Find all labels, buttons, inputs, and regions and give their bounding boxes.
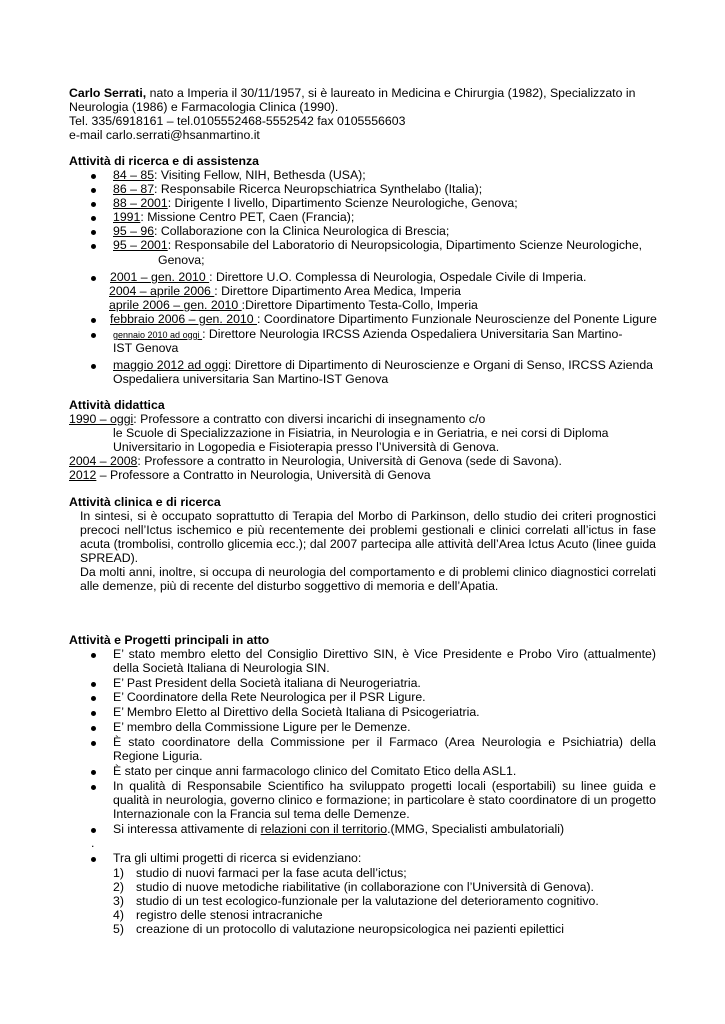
ricerca-item <box>113 168 366 182</box>
ricerca-item-cont: Ospedaliera universitaria San Martino-IST Genova <box>113 372 389 386</box>
ricerca-item <box>109 284 461 298</box>
clinica-line: Da molti anni, inoltre, si occupa di neurologia del comportamento e di problemi clinico diagnostici correlati <box>80 565 656 579</box>
bullet-icon <box>91 711 96 716</box>
item-date: 95 – 96 <box>113 224 155 238</box>
ricerca-item <box>109 298 478 312</box>
ricerca-item <box>110 270 586 284</box>
item-number: 2) <box>113 880 124 894</box>
progetti-item-cont: Regione Liguria. <box>113 749 203 763</box>
section-title-didattica: Attività didattica <box>69 398 165 412</box>
contacts-line: Tel. 335/6918161 – tel.0105552468-5552542 fax 0105556603 <box>69 114 406 128</box>
item-text: : Direttore Dipartimento Area Medica, Imperia <box>214 284 462 298</box>
progetti-item: In qualità di Responsabile Scientifico ha sviluppato progetti locali (esportabili) su linee guida e <box>113 779 656 793</box>
section-title-progetti: Attività e Progetti principali in atto <box>69 633 270 647</box>
bullet-icon <box>91 216 96 221</box>
bullet-icon <box>91 276 96 281</box>
progetti-item: È stato per cinque anni farmacologo clinico del Comitato Etico della ASL1. <box>113 764 517 778</box>
item-text: : Collaborazione con la Clinica Neurologica di Brescia; <box>154 224 450 238</box>
item-text: studio di un test ecologico-funzionale per la valutazione del deterioramento cognitivo. <box>136 894 599 908</box>
intro-text: nato a Imperia il 30/11/1957, si è laureato in Medicina e Chirurgia (1982), Specializzato in <box>146 86 636 100</box>
item-number: 1) <box>113 866 124 880</box>
item-date: maggio 2012 ad oggi <box>113 358 228 372</box>
item-date: 2001 – gen. 2010 <box>110 270 210 284</box>
didattica-line <box>69 454 562 468</box>
item-text: : Direttore di Dipartimento di Neuroscienze e Organi di Senso, IRCSS Azienda <box>227 358 654 372</box>
ricerca-item <box>113 210 354 224</box>
numbered-item <box>113 922 564 936</box>
bullet-icon <box>91 653 96 658</box>
didattica-line: Universitario in Logopedia e Fisioterapia presso l’Università di Genova. <box>113 440 500 454</box>
author-name: Carlo Serrati, <box>69 86 147 100</box>
progetti-item: E’ Membro Eletto al Direttivo della Società Italiana di Psicogeriatria. <box>113 705 480 719</box>
ricerca-item-cont: Genova; <box>158 253 205 267</box>
item-date: febbraio 2006 – gen. 2010 <box>110 312 258 326</box>
bullet-icon <box>91 828 96 833</box>
stray-dot: . <box>91 836 95 850</box>
section-title-clinica: Attività clinica e di ricerca <box>69 495 221 509</box>
item-underlined: relazioni con il territorio <box>260 822 388 836</box>
item-number: 3) <box>113 894 124 908</box>
item-number: 5) <box>113 922 124 936</box>
item-text: : Responsabile del Laboratorio di Neuropsicologia, Dipartimento Scienze Neurologiche, <box>167 238 643 252</box>
progetti-item: È stato coordinatore della Commissione per il Farmaco (Area Neurologia e Psichiatria) della <box>113 735 656 749</box>
ricerca-item <box>113 327 622 342</box>
item-text: studio di nuovi farmaci per la fase acuta dell’ictus; <box>136 866 407 880</box>
didattica-line <box>69 468 431 482</box>
bullet-icon <box>91 741 96 746</box>
item-text: : Responsabile Ricerca Neuropschiatrica Synthelabo (Italia); <box>154 182 483 196</box>
progetti-item: Tra gli ultimi progetti di ricerca si evidenziano: <box>113 851 362 865</box>
progetti-item-cont: qualità in neurologia, governo clinico e formazione; in particolare è stato coordinatore di un progetto <box>113 793 656 807</box>
progetti-item-cont: Internazionale con la Francia sul tema delle Demenze. <box>113 807 410 821</box>
progetti-item: E’ membro della Commissione Ligure per le Demenze. <box>113 720 411 734</box>
bullet-icon <box>91 318 96 323</box>
numbered-item <box>113 866 407 880</box>
section-title-ricerca: Attività di ricerca e di assistenza <box>69 154 260 168</box>
item-date: 1991 <box>113 210 141 224</box>
numbered-item <box>113 894 599 908</box>
clinica-line: acuta (trombolisi, controllo glicemia ecc.); dal 2007 partecipa alle attività dell’Area Ictus Acuto (linee guida <box>80 537 656 551</box>
item-text: registro delle stenosi intracraniche <box>136 908 323 922</box>
clinica-line: precoci nell’Ictus ischemico e più recentemente dei problemi gestionali e clinici correlati all’ictus in fase <box>80 523 656 537</box>
item-text: : Visiting Fellow, NIH, Bethesda (USA); <box>154 168 366 182</box>
ricerca-item <box>110 312 657 326</box>
numbered-item <box>113 908 323 922</box>
ricerca-item <box>113 224 449 238</box>
bullet-icon <box>91 364 96 369</box>
numbered-item <box>113 880 594 894</box>
item-text: : Direttore Neurologia IRCSS Azienda Ospedaliera Universitaria San Martino- <box>202 327 623 341</box>
bullet-icon <box>91 682 96 687</box>
bullet-icon <box>91 244 96 249</box>
item-text: : Coordinatore Dipartimento Funzionale Neuroscienze del Ponente Ligure <box>257 312 657 326</box>
item-date: 2004 – aprile 2006 <box>109 284 215 298</box>
item-date: gennaio 2010 ad oggi <box>113 330 203 340</box>
bullet-icon <box>91 726 96 731</box>
clinica-line: In sintesi, si è occupato soprattutto di Terapia del Morbo di Parkinson, dello studio dei criteri prognostici <box>80 509 656 523</box>
bullet-icon <box>91 333 96 338</box>
item-date: 95 – 2001 <box>113 238 168 252</box>
bullet-icon <box>91 174 96 179</box>
item-date: 2004 – 2008 <box>69 454 138 468</box>
item-text: : Missione Centro PET, Caen (Francia); <box>140 210 355 224</box>
item-text: : Direttore U.O. Complessa di Neurologia, Ospedale Civile di Imperia. <box>209 270 587 284</box>
didattica-line <box>69 412 485 426</box>
item-text: : Dirigente I livello, Dipartimento Scienze Neurologiche, Genova; <box>167 196 518 210</box>
item-date: 84 – 85 <box>113 168 155 182</box>
bullet-icon <box>91 857 96 862</box>
bullet-icon <box>91 785 96 790</box>
bullet-icon <box>91 230 96 235</box>
item-text: – Professore a Contratto in Neurologia, Università di Genova <box>96 468 431 482</box>
bullet-icon <box>91 188 96 193</box>
item-text: creazione di un protocollo di valutazione neuropsicologica nei pazienti epilettici <box>136 922 564 936</box>
ricerca-item-cont: IST Genova <box>113 341 179 355</box>
item-date: 86 – 87 <box>113 182 155 196</box>
item-date: aprile 2006 – gen. 2010 <box>109 298 242 312</box>
item-text: studio di nuove metodiche riabilitative (in collaborazione con l’Università di Genova). <box>136 880 594 894</box>
item-number: 4) <box>113 908 124 922</box>
email-line: e-mail carlo.serrati@hsanmartino.it <box>69 128 260 142</box>
clinica-line: alle demenze, più di recente del disturbo soggettivo di memoria e dell’Apatia. <box>80 579 499 593</box>
progetti-item: E’ Past President della Società italiana di Neurogeriatria. <box>113 676 421 690</box>
bullet-icon <box>91 770 96 775</box>
item-text: Si interessa attivamente di <box>113 822 261 836</box>
progetti-item: E’ stato membro eletto del Consiglio Direttivo SIN, è Vice Presidente e Probo Viro (attualmente) <box>113 647 656 661</box>
ricerca-item <box>113 358 653 372</box>
progetti-item <box>113 822 564 836</box>
item-text: .(MMG, Specialisti ambulatoriali) <box>387 822 565 836</box>
bullet-icon <box>91 696 96 701</box>
item-date: 2012 <box>69 468 97 482</box>
progetti-item-cont: della Società Italiana di Neurologia SIN. <box>113 661 330 675</box>
intro-line-1 <box>69 86 635 100</box>
clinica-line: SPREAD). <box>80 551 139 565</box>
item-date: 88 – 2001 <box>113 196 168 210</box>
ricerca-item <box>113 196 518 210</box>
progetti-item: E’ Coordinatore della Rete Neurologica per il PSR Ligure. <box>113 690 426 704</box>
item-text: : Professore a contratto in Neurologia, Università di Genova (sede di Savona). <box>137 454 562 468</box>
didattica-line: le Scuole di Specializzazione in Fisiatria, in Neurologia e in Geriatria, e nei corsi di Diploma <box>113 426 609 440</box>
item-text: :Direttore Dipartimento Testa-Collo, Imperia <box>241 298 478 312</box>
item-date: 1990 – oggi <box>69 412 134 426</box>
ricerca-item <box>113 182 482 196</box>
ricerca-item <box>113 238 642 252</box>
intro-line-2: Neurologia (1986) e Farmacologia Clinica (1990). <box>69 100 339 114</box>
bullet-icon <box>91 202 96 207</box>
item-text: : Professore a contratto con diversi incarichi di insegnamento c/o <box>133 412 486 426</box>
